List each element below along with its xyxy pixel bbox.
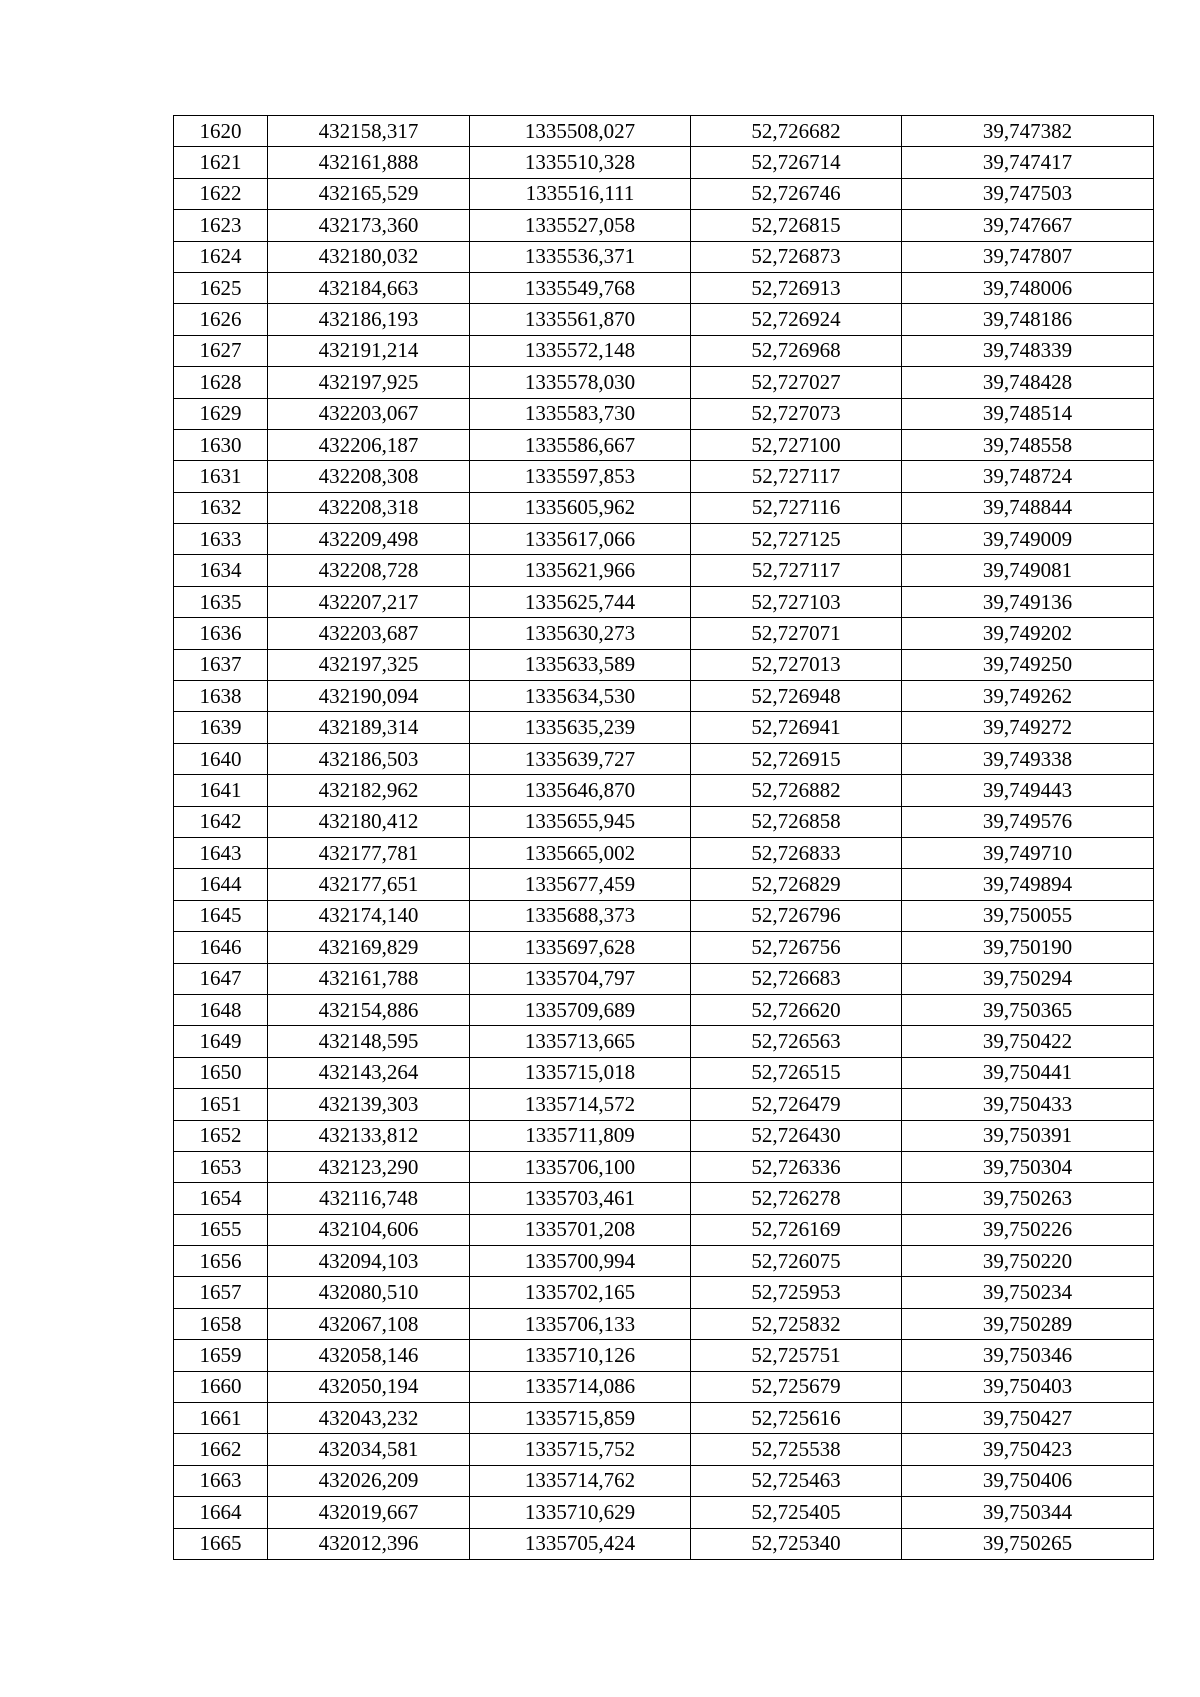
latitude-cell: 52,726683 — [691, 963, 902, 994]
point-number-cell: 1628 — [174, 367, 268, 398]
longitude-cell: 39,747417 — [902, 147, 1154, 178]
x-coordinate-cell: 432123,290 — [268, 1151, 470, 1182]
y-coordinate-cell: 1335605,962 — [470, 492, 691, 523]
x-coordinate-cell: 432139,303 — [268, 1089, 470, 1120]
y-coordinate-cell: 1335578,030 — [470, 367, 691, 398]
longitude-cell: 39,749136 — [902, 586, 1154, 617]
x-coordinate-cell: 432208,308 — [268, 461, 470, 492]
longitude-cell: 39,749202 — [902, 618, 1154, 649]
latitude-cell: 52,726829 — [691, 869, 902, 900]
x-coordinate-cell: 432177,651 — [268, 869, 470, 900]
longitude-cell: 39,749576 — [902, 806, 1154, 837]
point-number-cell: 1627 — [174, 335, 268, 366]
longitude-cell: 39,749009 — [902, 524, 1154, 555]
table-row — [174, 1371, 1154, 1402]
table-row — [174, 806, 1154, 837]
x-coordinate-cell: 432184,663 — [268, 272, 470, 303]
table-row — [174, 1151, 1154, 1182]
table-row — [174, 932, 1154, 963]
y-coordinate-cell: 1335655,945 — [470, 806, 691, 837]
y-coordinate-cell: 1335621,966 — [470, 555, 691, 586]
longitude-cell: 39,749338 — [902, 743, 1154, 774]
table-row — [174, 743, 1154, 774]
latitude-cell: 52,725953 — [691, 1277, 902, 1308]
x-coordinate-cell: 432208,728 — [268, 555, 470, 586]
y-coordinate-cell: 1335633,589 — [470, 649, 691, 680]
latitude-cell: 52,727117 — [691, 461, 902, 492]
point-number-cell: 1622 — [174, 178, 268, 209]
y-coordinate-cell: 1335561,870 — [470, 304, 691, 335]
x-coordinate-cell: 432177,781 — [268, 837, 470, 868]
point-number-cell: 1626 — [174, 304, 268, 335]
longitude-cell: 39,750391 — [902, 1120, 1154, 1151]
x-coordinate-cell: 432133,812 — [268, 1120, 470, 1151]
table-row — [174, 1089, 1154, 1120]
y-coordinate-cell: 1335715,752 — [470, 1434, 691, 1465]
longitude-cell: 39,749443 — [902, 775, 1154, 806]
table-row — [174, 586, 1154, 617]
point-number-cell: 1638 — [174, 681, 268, 712]
table-row — [174, 1246, 1154, 1277]
longitude-cell: 39,749894 — [902, 869, 1154, 900]
x-coordinate-cell: 432019,667 — [268, 1497, 470, 1528]
latitude-cell: 52,727103 — [691, 586, 902, 617]
x-coordinate-cell: 432197,925 — [268, 367, 470, 398]
x-coordinate-cell: 432080,510 — [268, 1277, 470, 1308]
x-coordinate-cell: 432058,146 — [268, 1340, 470, 1371]
x-coordinate-cell: 432208,318 — [268, 492, 470, 523]
table-row — [174, 649, 1154, 680]
latitude-cell: 52,726796 — [691, 900, 902, 931]
x-coordinate-cell: 432180,032 — [268, 241, 470, 272]
y-coordinate-cell: 1335697,628 — [470, 932, 691, 963]
latitude-cell: 52,726430 — [691, 1120, 902, 1151]
point-number-cell: 1623 — [174, 210, 268, 241]
longitude-cell: 39,748428 — [902, 367, 1154, 398]
y-coordinate-cell: 1335617,066 — [470, 524, 691, 555]
latitude-cell: 52,726515 — [691, 1057, 902, 1088]
latitude-cell: 52,727100 — [691, 429, 902, 460]
y-coordinate-cell: 1335706,133 — [470, 1308, 691, 1339]
table-row — [174, 210, 1154, 241]
table-row — [174, 398, 1154, 429]
x-coordinate-cell: 432034,581 — [268, 1434, 470, 1465]
y-coordinate-cell: 1335572,148 — [470, 335, 691, 366]
y-coordinate-cell: 1335597,853 — [470, 461, 691, 492]
y-coordinate-cell: 1335677,459 — [470, 869, 691, 900]
latitude-cell: 52,727117 — [691, 555, 902, 586]
point-number-cell: 1650 — [174, 1057, 268, 1088]
latitude-cell: 52,726833 — [691, 837, 902, 868]
y-coordinate-cell: 1335711,809 — [470, 1120, 691, 1151]
x-coordinate-cell: 432116,748 — [268, 1183, 470, 1214]
point-number-cell: 1632 — [174, 492, 268, 523]
x-coordinate-cell: 432169,829 — [268, 932, 470, 963]
longitude-cell: 39,750427 — [902, 1403, 1154, 1434]
latitude-cell: 52,726075 — [691, 1246, 902, 1277]
y-coordinate-cell: 1335700,994 — [470, 1246, 691, 1277]
point-number-cell: 1645 — [174, 900, 268, 931]
point-number-cell: 1637 — [174, 649, 268, 680]
y-coordinate-cell: 1335715,018 — [470, 1057, 691, 1088]
y-coordinate-cell: 1335710,126 — [470, 1340, 691, 1371]
point-number-cell: 1641 — [174, 775, 268, 806]
longitude-cell: 39,750422 — [902, 1026, 1154, 1057]
latitude-cell: 52,726948 — [691, 681, 902, 712]
table-row — [174, 304, 1154, 335]
table-row — [174, 461, 1154, 492]
table-row — [174, 1308, 1154, 1339]
point-number-cell: 1646 — [174, 932, 268, 963]
point-number-cell: 1635 — [174, 586, 268, 617]
x-coordinate-cell: 432190,094 — [268, 681, 470, 712]
point-number-cell: 1643 — [174, 837, 268, 868]
point-number-cell: 1661 — [174, 1403, 268, 1434]
latitude-cell: 52,726873 — [691, 241, 902, 272]
point-number-cell: 1629 — [174, 398, 268, 429]
table-row — [174, 1277, 1154, 1308]
point-number-cell: 1649 — [174, 1026, 268, 1057]
point-number-cell: 1665 — [174, 1528, 268, 1559]
y-coordinate-cell: 1335710,629 — [470, 1497, 691, 1528]
longitude-cell: 39,749710 — [902, 837, 1154, 868]
point-number-cell: 1620 — [174, 116, 268, 147]
longitude-cell: 39,748724 — [902, 461, 1154, 492]
latitude-cell: 52,725616 — [691, 1403, 902, 1434]
x-coordinate-cell: 432104,606 — [268, 1214, 470, 1245]
latitude-cell: 52,727116 — [691, 492, 902, 523]
longitude-cell: 39,750263 — [902, 1183, 1154, 1214]
latitude-cell: 52,725405 — [691, 1497, 902, 1528]
longitude-cell: 39,750294 — [902, 963, 1154, 994]
x-coordinate-cell: 432207,217 — [268, 586, 470, 617]
latitude-cell: 52,727125 — [691, 524, 902, 555]
point-number-cell: 1651 — [174, 1089, 268, 1120]
latitude-cell: 52,727071 — [691, 618, 902, 649]
table-row — [174, 869, 1154, 900]
latitude-cell: 52,725832 — [691, 1308, 902, 1339]
latitude-cell: 52,726941 — [691, 712, 902, 743]
point-number-cell: 1644 — [174, 869, 268, 900]
x-coordinate-cell: 432154,886 — [268, 994, 470, 1025]
x-coordinate-cell: 432094,103 — [268, 1246, 470, 1277]
x-coordinate-cell: 432026,209 — [268, 1465, 470, 1496]
longitude-cell: 39,747382 — [902, 116, 1154, 147]
longitude-cell: 39,750441 — [902, 1057, 1154, 1088]
y-coordinate-cell: 1335709,689 — [470, 994, 691, 1025]
table-row — [174, 524, 1154, 555]
point-number-cell: 1634 — [174, 555, 268, 586]
latitude-cell: 52,726858 — [691, 806, 902, 837]
y-coordinate-cell: 1335713,665 — [470, 1026, 691, 1057]
table-row — [174, 1528, 1154, 1559]
table-row — [174, 335, 1154, 366]
latitude-cell: 52,726336 — [691, 1151, 902, 1182]
point-number-cell: 1639 — [174, 712, 268, 743]
table-row — [174, 1183, 1154, 1214]
point-number-cell: 1663 — [174, 1465, 268, 1496]
longitude-cell: 39,750365 — [902, 994, 1154, 1025]
x-coordinate-cell: 432203,067 — [268, 398, 470, 429]
longitude-cell: 39,750433 — [902, 1089, 1154, 1120]
table-row — [174, 712, 1154, 743]
y-coordinate-cell: 1335625,744 — [470, 586, 691, 617]
latitude-cell: 52,727073 — [691, 398, 902, 429]
x-coordinate-cell: 432043,232 — [268, 1403, 470, 1434]
latitude-cell: 52,726620 — [691, 994, 902, 1025]
y-coordinate-cell: 1335646,870 — [470, 775, 691, 806]
table-row — [174, 1340, 1154, 1371]
longitude-cell: 39,750234 — [902, 1277, 1154, 1308]
y-coordinate-cell: 1335516,111 — [470, 178, 691, 209]
table-row — [174, 492, 1154, 523]
table-row — [174, 837, 1154, 868]
x-coordinate-cell: 432191,214 — [268, 335, 470, 366]
longitude-cell: 39,748006 — [902, 272, 1154, 303]
longitude-cell: 39,750344 — [902, 1497, 1154, 1528]
x-coordinate-cell: 432143,264 — [268, 1057, 470, 1088]
coordinates-table — [173, 115, 1154, 1560]
latitude-cell: 52,725463 — [691, 1465, 902, 1496]
point-number-cell: 1648 — [174, 994, 268, 1025]
table-row — [174, 1497, 1154, 1528]
longitude-cell: 39,747503 — [902, 178, 1154, 209]
latitude-cell: 52,726682 — [691, 116, 902, 147]
longitude-cell: 39,750055 — [902, 900, 1154, 931]
y-coordinate-cell: 1335639,727 — [470, 743, 691, 774]
point-number-cell: 1653 — [174, 1151, 268, 1182]
x-coordinate-cell: 432161,788 — [268, 963, 470, 994]
longitude-cell: 39,750304 — [902, 1151, 1154, 1182]
y-coordinate-cell: 1335704,797 — [470, 963, 691, 994]
point-number-cell: 1642 — [174, 806, 268, 837]
point-number-cell: 1636 — [174, 618, 268, 649]
table-row — [174, 429, 1154, 460]
x-coordinate-cell: 432209,498 — [268, 524, 470, 555]
x-coordinate-cell: 432148,595 — [268, 1026, 470, 1057]
x-coordinate-cell: 432050,194 — [268, 1371, 470, 1402]
x-coordinate-cell: 432161,888 — [268, 147, 470, 178]
y-coordinate-cell: 1335702,165 — [470, 1277, 691, 1308]
longitude-cell: 39,750406 — [902, 1465, 1154, 1496]
point-number-cell: 1631 — [174, 461, 268, 492]
table-row — [174, 1403, 1154, 1434]
y-coordinate-cell: 1335549,768 — [470, 272, 691, 303]
point-number-cell: 1640 — [174, 743, 268, 774]
latitude-cell: 52,726924 — [691, 304, 902, 335]
latitude-cell: 52,726169 — [691, 1214, 902, 1245]
x-coordinate-cell: 432186,503 — [268, 743, 470, 774]
table-row — [174, 1026, 1154, 1057]
longitude-cell: 39,750346 — [902, 1340, 1154, 1371]
table-row — [174, 618, 1154, 649]
longitude-cell: 39,747667 — [902, 210, 1154, 241]
table-row — [174, 900, 1154, 931]
longitude-cell: 39,749250 — [902, 649, 1154, 680]
table-row — [174, 272, 1154, 303]
x-coordinate-cell: 432203,687 — [268, 618, 470, 649]
point-number-cell: 1624 — [174, 241, 268, 272]
y-coordinate-cell: 1335536,371 — [470, 241, 691, 272]
coordinates-table-body — [174, 116, 1154, 1560]
table-row — [174, 147, 1154, 178]
latitude-cell: 52,727013 — [691, 649, 902, 680]
x-coordinate-cell: 432173,360 — [268, 210, 470, 241]
x-coordinate-cell: 432182,962 — [268, 775, 470, 806]
table-row — [174, 178, 1154, 209]
y-coordinate-cell: 1335508,027 — [470, 116, 691, 147]
latitude-cell: 52,725340 — [691, 1528, 902, 1559]
x-coordinate-cell: 432165,529 — [268, 178, 470, 209]
point-number-cell: 1655 — [174, 1214, 268, 1245]
y-coordinate-cell: 1335510,328 — [470, 147, 691, 178]
longitude-cell: 39,748844 — [902, 492, 1154, 523]
y-coordinate-cell: 1335635,239 — [470, 712, 691, 743]
latitude-cell: 52,726882 — [691, 775, 902, 806]
latitude-cell: 52,726479 — [691, 1089, 902, 1120]
x-coordinate-cell: 432158,317 — [268, 116, 470, 147]
y-coordinate-cell: 1335630,273 — [470, 618, 691, 649]
y-coordinate-cell: 1335714,572 — [470, 1089, 691, 1120]
y-coordinate-cell: 1335706,100 — [470, 1151, 691, 1182]
table-row — [174, 1434, 1154, 1465]
latitude-cell: 52,725538 — [691, 1434, 902, 1465]
y-coordinate-cell: 1335703,461 — [470, 1183, 691, 1214]
y-coordinate-cell: 1335634,530 — [470, 681, 691, 712]
table-row — [174, 1465, 1154, 1496]
y-coordinate-cell: 1335714,762 — [470, 1465, 691, 1496]
longitude-cell: 39,750220 — [902, 1246, 1154, 1277]
y-coordinate-cell: 1335715,859 — [470, 1403, 691, 1434]
latitude-cell: 52,727027 — [691, 367, 902, 398]
y-coordinate-cell: 1335688,373 — [470, 900, 691, 931]
table-row — [174, 367, 1154, 398]
table-row — [174, 994, 1154, 1025]
point-number-cell: 1625 — [174, 272, 268, 303]
longitude-cell: 39,748514 — [902, 398, 1154, 429]
latitude-cell: 52,725679 — [691, 1371, 902, 1402]
y-coordinate-cell: 1335586,667 — [470, 429, 691, 460]
latitude-cell: 52,725751 — [691, 1340, 902, 1371]
latitude-cell: 52,726563 — [691, 1026, 902, 1057]
point-number-cell: 1647 — [174, 963, 268, 994]
longitude-cell: 39,747807 — [902, 241, 1154, 272]
table-row — [174, 1214, 1154, 1245]
latitude-cell: 52,726968 — [691, 335, 902, 366]
x-coordinate-cell: 432197,325 — [268, 649, 470, 680]
latitude-cell: 52,726756 — [691, 932, 902, 963]
point-number-cell: 1630 — [174, 429, 268, 460]
point-number-cell: 1621 — [174, 147, 268, 178]
longitude-cell: 39,749272 — [902, 712, 1154, 743]
table-row — [174, 1120, 1154, 1151]
y-coordinate-cell: 1335665,002 — [470, 837, 691, 868]
point-number-cell: 1662 — [174, 1434, 268, 1465]
y-coordinate-cell: 1335714,086 — [470, 1371, 691, 1402]
point-number-cell: 1633 — [174, 524, 268, 555]
table-row — [174, 963, 1154, 994]
x-coordinate-cell: 432067,108 — [268, 1308, 470, 1339]
table-row — [174, 116, 1154, 147]
point-number-cell: 1660 — [174, 1371, 268, 1402]
x-coordinate-cell: 432174,140 — [268, 900, 470, 931]
x-coordinate-cell: 432180,412 — [268, 806, 470, 837]
point-number-cell: 1657 — [174, 1277, 268, 1308]
longitude-cell: 39,748339 — [902, 335, 1154, 366]
longitude-cell: 39,749262 — [902, 681, 1154, 712]
point-number-cell: 1664 — [174, 1497, 268, 1528]
point-number-cell: 1654 — [174, 1183, 268, 1214]
x-coordinate-cell: 432186,193 — [268, 304, 470, 335]
latitude-cell: 52,726913 — [691, 272, 902, 303]
table-row — [174, 555, 1154, 586]
y-coordinate-cell: 1335701,208 — [470, 1214, 691, 1245]
latitude-cell: 52,726746 — [691, 178, 902, 209]
y-coordinate-cell: 1335527,058 — [470, 210, 691, 241]
y-coordinate-cell: 1335705,424 — [470, 1528, 691, 1559]
x-coordinate-cell: 432189,314 — [268, 712, 470, 743]
latitude-cell: 52,726815 — [691, 210, 902, 241]
longitude-cell: 39,750403 — [902, 1371, 1154, 1402]
x-coordinate-cell: 432206,187 — [268, 429, 470, 460]
table-row — [174, 681, 1154, 712]
point-number-cell: 1658 — [174, 1308, 268, 1339]
longitude-cell: 39,750265 — [902, 1528, 1154, 1559]
latitude-cell: 52,726278 — [691, 1183, 902, 1214]
longitude-cell: 39,750226 — [902, 1214, 1154, 1245]
longitude-cell: 39,750289 — [902, 1308, 1154, 1339]
x-coordinate-cell: 432012,396 — [268, 1528, 470, 1559]
y-coordinate-cell: 1335583,730 — [470, 398, 691, 429]
latitude-cell: 52,726915 — [691, 743, 902, 774]
latitude-cell: 52,726714 — [691, 147, 902, 178]
table-row — [174, 241, 1154, 272]
point-number-cell: 1659 — [174, 1340, 268, 1371]
point-number-cell: 1656 — [174, 1246, 268, 1277]
longitude-cell: 39,749081 — [902, 555, 1154, 586]
point-number-cell: 1652 — [174, 1120, 268, 1151]
table-row — [174, 1057, 1154, 1088]
longitude-cell: 39,748186 — [902, 304, 1154, 335]
longitude-cell: 39,750423 — [902, 1434, 1154, 1465]
longitude-cell: 39,750190 — [902, 932, 1154, 963]
longitude-cell: 39,748558 — [902, 429, 1154, 460]
table-row — [174, 775, 1154, 806]
